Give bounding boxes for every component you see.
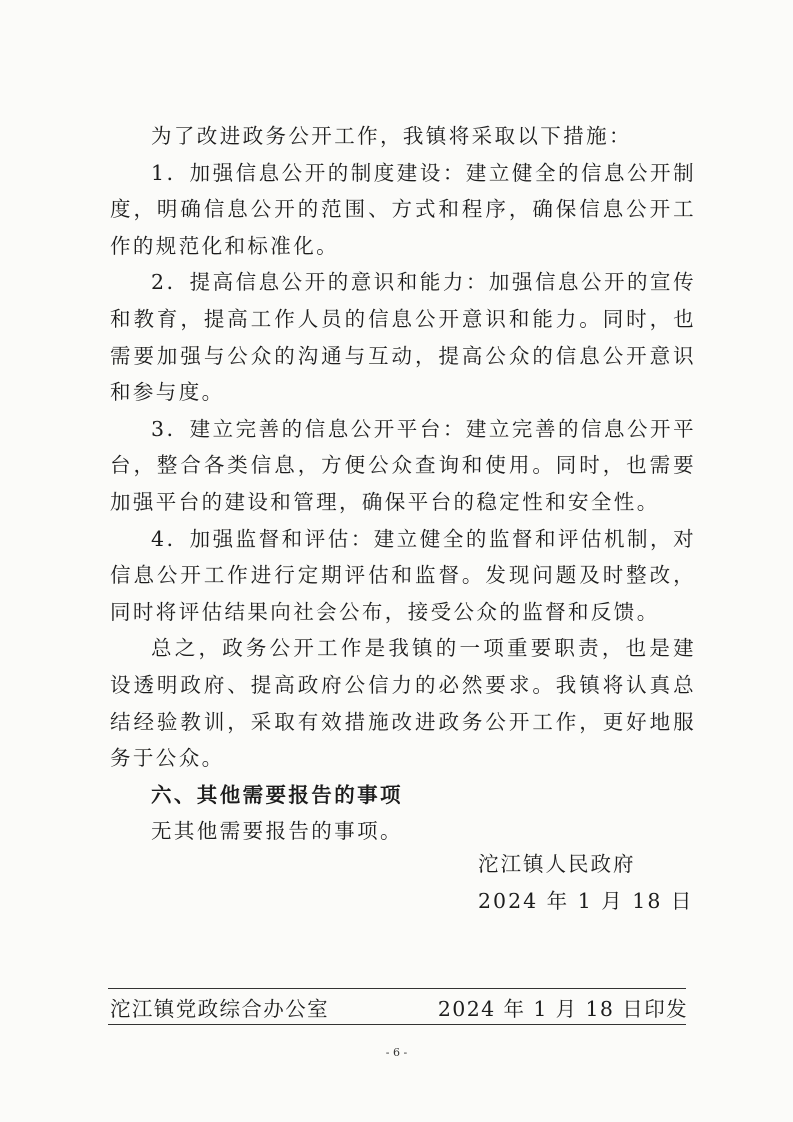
measure-3-paragraph: 3．建立完善的信息公开平台：建立完善的信息公开平台，整合各类信息，方便公众查询和使用。同时，也需要加强平台的建设和管理，确保平台的稳定性和安全性。 xyxy=(110,416,696,514)
conclusion-paragraph: 总之，政务公开工作是我镇的一项重要职责，也是建设透明政府、提高政府公信力的必然要求。我镇将认真总结经验教训，采取有效措施改进政务公开工作，更好地服务于公众。 xyxy=(110,636,696,771)
footer-issue-date: 2024 年 1 月 18 日印发 xyxy=(437,997,688,1021)
intro-paragraph: 为了改进政务公开工作，我镇将采取以下措施： xyxy=(151,124,632,148)
issue-footer xyxy=(110,990,688,1024)
measure-2-paragraph: 2．提高信息公开的意识和能力：加强信息公开的宣传和教育，提高工作人员的信息公开意识和能力。同时，也需要加强与公众的沟通与互动，提高公众的信息公开意识和参与度。 xyxy=(110,270,696,405)
section-six-body: 无其他需要报告的事项。 xyxy=(151,819,403,844)
signature-block xyxy=(478,846,693,919)
signature-org: 沱江镇人民政府 xyxy=(478,852,636,876)
section-six-heading: 六、其他需要报告的事项 xyxy=(151,782,403,807)
signature-date: 2024 年 1 月 18 日 xyxy=(478,888,694,913)
measure-1-paragraph: 1．加强信息公开的制度建设：建立健全的信息公开制度，明确信息公开的范围、方式和程序，确保信息公开工作的规范化和标准化。 xyxy=(110,160,696,258)
measure-4-paragraph: 4．加强监督和评估：建立健全的监督和评估机制，对信息公开工作进行定期评估和监督。发现问题及时整改，同时将评估结果向社会公布，接受公众的监督和反馈。 xyxy=(110,526,696,624)
page-number: - 6 - xyxy=(385,1046,408,1059)
footer-issuer: 沱江镇党政综合办公室 xyxy=(110,997,329,1021)
footer-bottom-rule xyxy=(108,1024,686,1025)
body-text xyxy=(110,118,696,850)
footer-top-rule xyxy=(108,988,686,989)
